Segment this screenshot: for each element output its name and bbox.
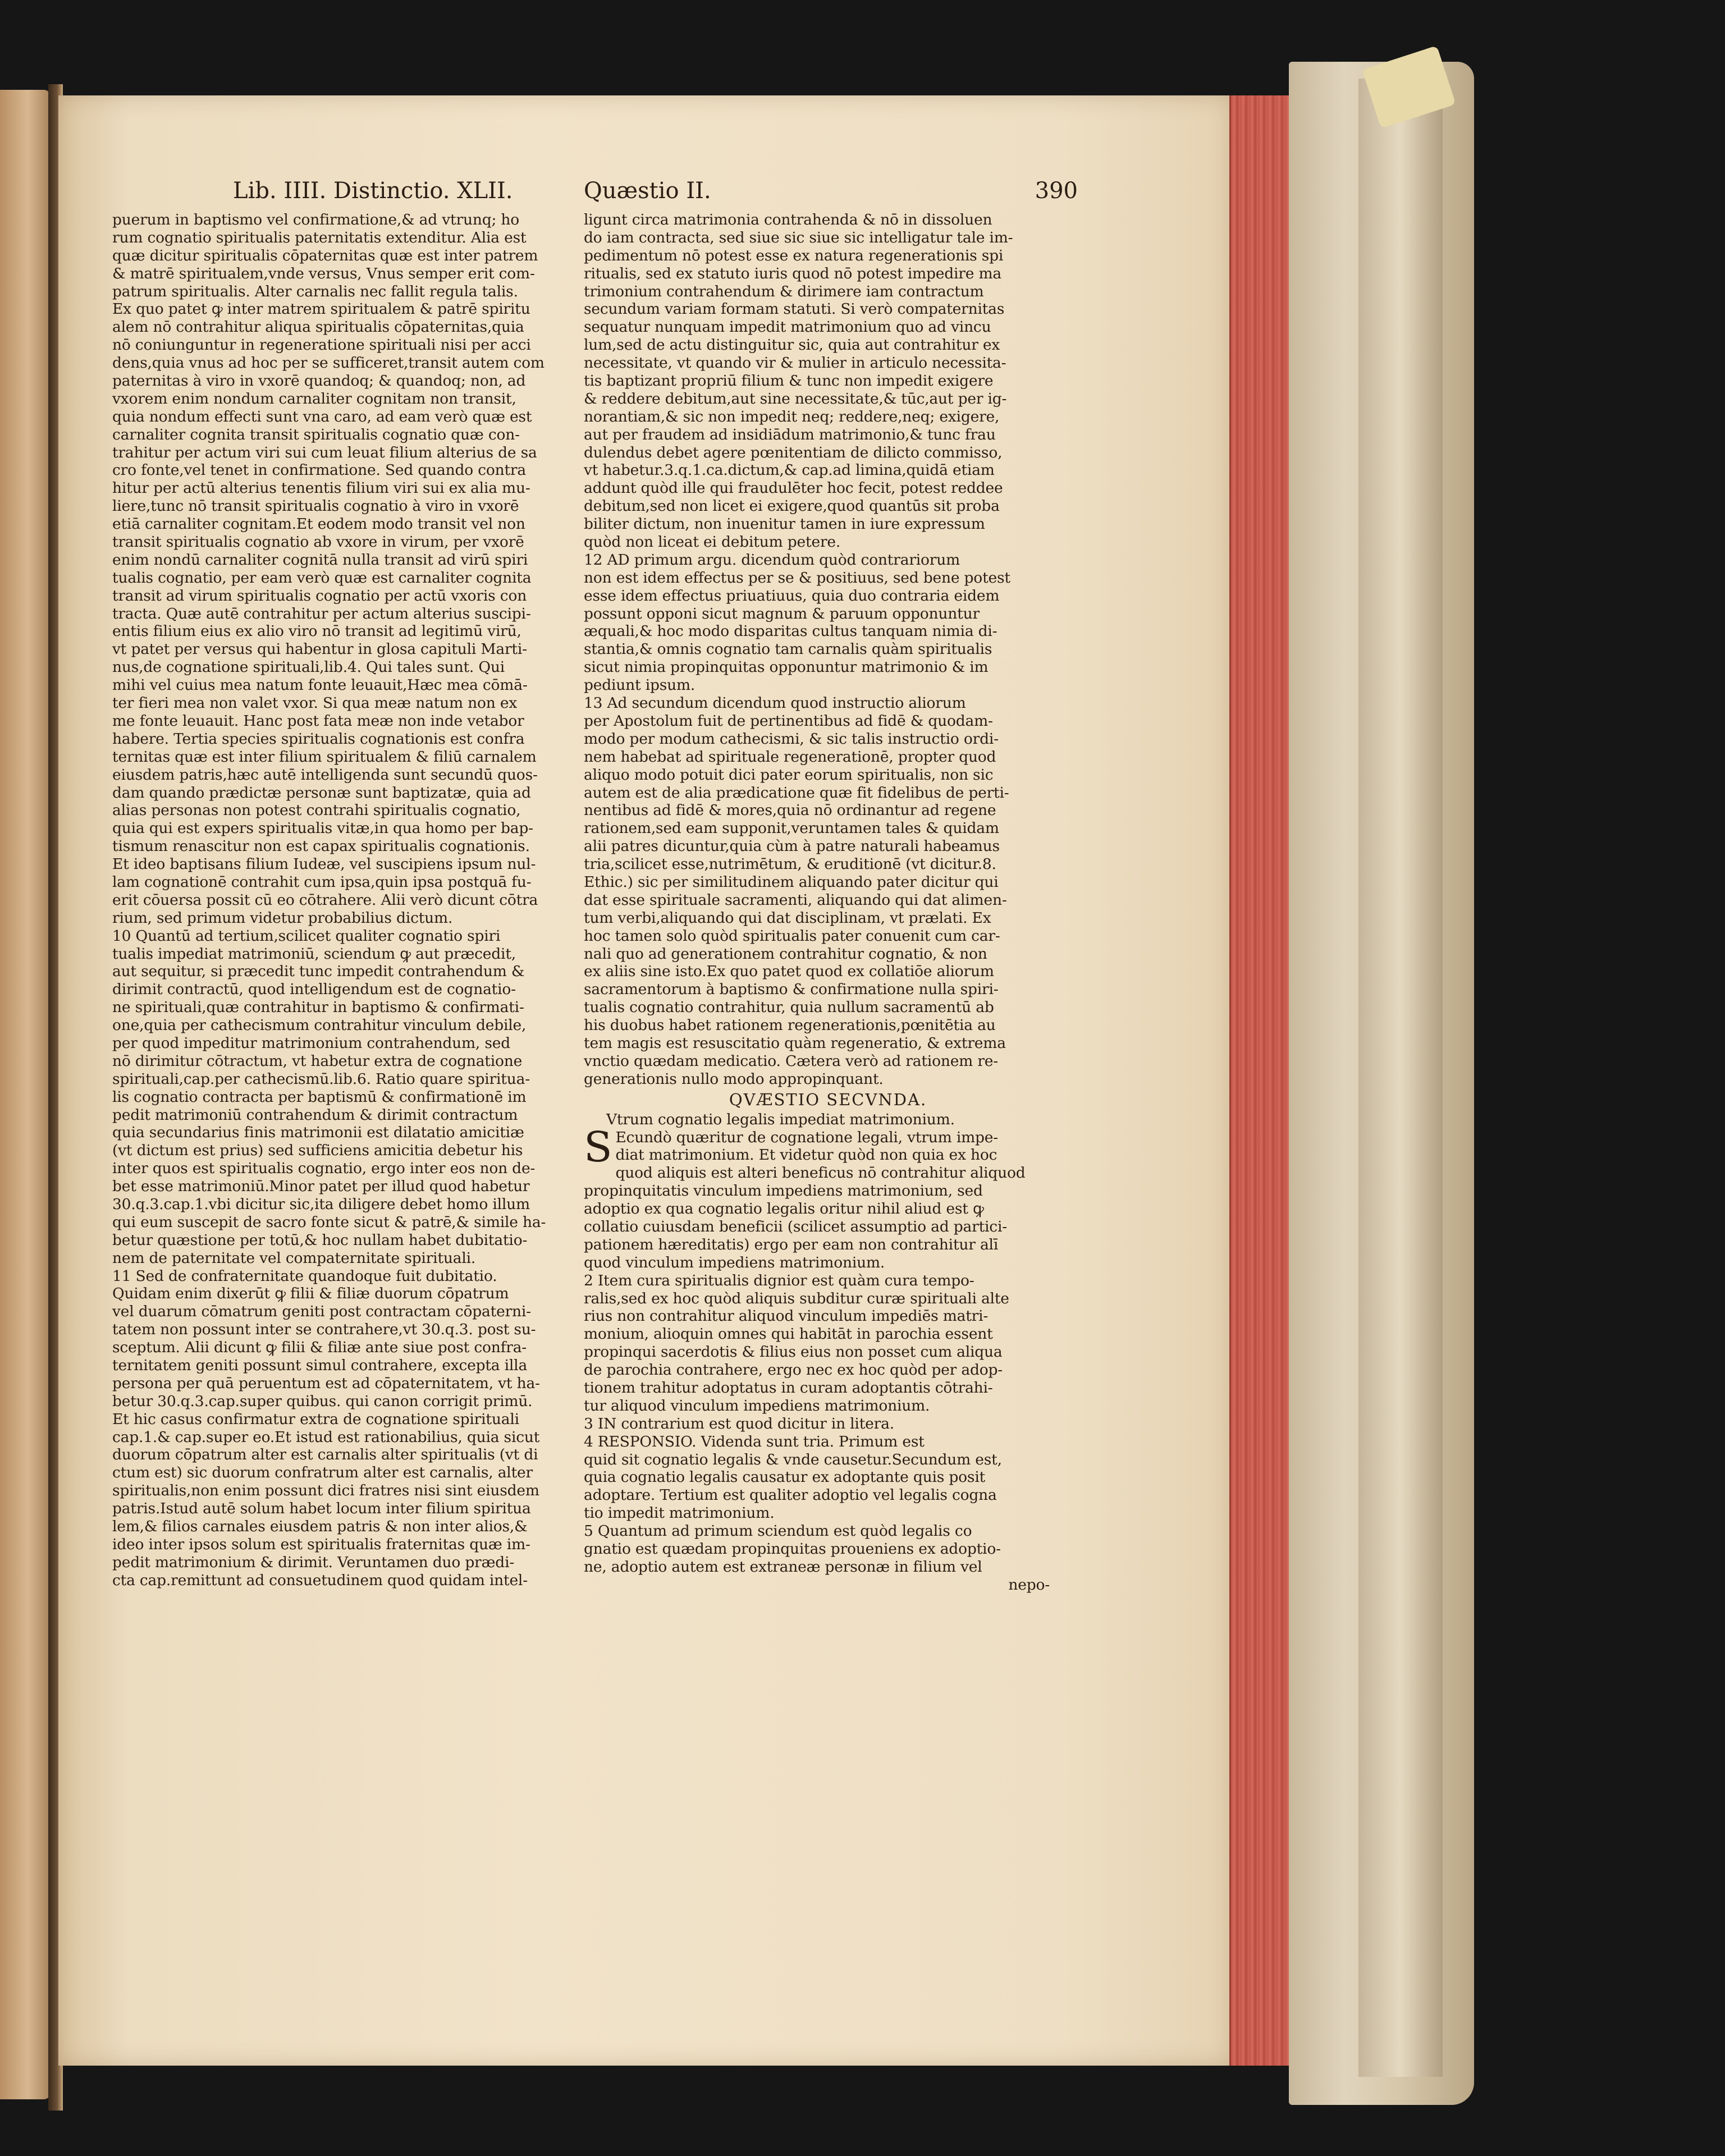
text-line: generationis nullo modo appropinquant. [584,1070,884,1088]
text-line: adoptare. Tertium est qualiter adoptio vel legalis cogna [584,1486,997,1504]
header-question: Quæstio II. [584,178,711,204]
text-line: quod aliquis est alteri beneficus nō contrahitur aliquod [615,1164,1026,1182]
text-line: 10 Quantū ad tertium,scilicet qualiter cognatio spiri [112,927,501,945]
text-line: lum,sed de actu distinguitur sic, quia aut contrahitur ex [584,336,1000,354]
text-line: spirituali,cap.per cathecismū.lib.6. Ratio quare spiritua- [112,1070,530,1088]
text-line: tatem non possunt inter se contrahere,vt 30.q.3. post su- [112,1321,536,1339]
text-line: quia secundarius finis matrimonii est dilatatio amicitiæ [112,1124,524,1142]
text-line: Quidam enim dixerūt ꝙ filii & filiæ duorum cōpatrum [112,1285,509,1303]
text-line: per Apostolum fuit de pertinentibus ad fidē & quodam- [584,712,993,730]
text-line: mihi vel cuius mea natum fonte leuauit,Hæc mea cōmā- [112,676,528,694]
text-line: do iam contracta, sed siue sic siue sic intelligatur tale im- [584,228,1013,246]
text-line: & matrē spiritualem,vnde versus, Vnus semper erit com- [112,264,535,282]
text-line: rium, sed primum videtur probabilius dictum. [112,909,453,927]
text-line: ritualis, sed ex statuto iuris quod nō potest impedire ma [584,264,1002,282]
text-line: non est idem effectus per se & positiuus, sed bene potest [584,569,1010,587]
text-line: paternitas à viro in vxorē quandoq; & quandoq; non, ad [112,372,526,390]
vellum-fold [1358,79,1443,2077]
text-line: transit spiritualis cognatio ab vxore in virum, per vxorē [112,533,524,551]
text-line: lam cognationē contrahit cum ipsa,quin ipsa postquā fu- [112,873,532,891]
text-line: rius non contrahitur aliquod vinculum impediēs matri- [584,1307,989,1325]
text-line: pedimentum nō potest esse ex natura regenerationis spi [584,246,1004,264]
text-line: tio impedit matrimonium. [584,1504,775,1522]
text-line: ralis,sed ex hoc quòd aliquis subditur curæ spirituali alte [584,1289,1009,1307]
right-column-part-1 [584,211,1050,1088]
text-line: possunt opponi sicut magnum & paruum opponuntur [584,605,980,622]
text-line: dam quando prædictæ personæ sunt baptizatæ, quia ad [112,784,531,802]
text-line: puerum in baptismo vel confirmatione,& ad vtrunq; ho [112,211,520,228]
header-book-distinction: Lib. IIII. Distinctio. XLII. [233,178,513,204]
text-line: addunt quòd ille qui fraudulēter hoc fecit, potest reddee [584,479,1003,497]
text-line: nem habebat ad spirituale regenerationē, propter quod [584,748,996,766]
text-line: trahitur per actum viri sui cum leuat filium alterius de sa [112,443,537,461]
text-line: aut sequitur, si præcedit tunc impedit contrahendum & [112,963,525,981]
text-line: 13 Ad secundum dicendum quod instructio aliorum [584,694,966,712]
text-line: æquali,& hoc modo disparitas cultus tanquam nimia di- [584,622,998,640]
text-line: quia qui est expers spiritualis vitæ,in qua homo per bap- [112,820,533,837]
text-line: monium, alioquin omnes qui habitāt in parochia essent [584,1325,993,1343]
text-line: (vt dictum est prius) sed sufficiens amicitia debetur his [112,1142,523,1160]
text-line: persona per quā peruentum est ad cōpaternitatem, vt ha- [112,1374,540,1392]
text-line: spiritualis,non enim possunt dici fratres nisi sint eiusdem [112,1482,539,1500]
text-line: esse idem effectus priuatiuus, quia duo contraria eidem [584,587,1000,605]
text-line: quod vinculum impediens matrimonium. [584,1253,885,1271]
left-column [112,211,556,1590]
text-line: tualis cognatio contrahitur, quia nullum sacramentū ab [584,999,994,1017]
text-line: tualis cognatio, per eam verò quæ est carnaliter cognita [112,569,532,587]
text-line: inter quos est spiritualis cognatio, ergo inter eos non de- [112,1160,536,1178]
text-line: habere. Tertia species spiritualis cognationis est confra [112,730,525,748]
question-body [584,1123,1050,1576]
text-line: hitur per actū alterius tenentis filium viri sui ex alia mu- [112,479,530,497]
text-line: 11 Sed de confraternitate quandoque fuit dubitatio. [112,1267,497,1285]
text-line: pationem hæreditatis) ergo per eam non contrahitur alī [584,1235,999,1253]
text-line: vel duarum cōmatrum geniti post contractam cōpaterni- [112,1303,531,1321]
text-line: tem magis est resuscitatio quàm regeneratio, & extrema [584,1034,1006,1052]
text-line: quæ dicitur spiritualis cōpaternitas quæ est inter patrem [112,246,538,264]
text-line: quia nondum effecti sunt vna caro, ad eam verò quæ est [112,408,532,425]
text-line: tria,scilicet esse,nutrimētum, & eruditionē (vt dicitur.8. [584,855,996,873]
text-line: alii patres dicuntur,quia cùm à patre naturali habeamus [584,837,1000,855]
text-line: enim nondū carnaliter cognitā nulla transit ad virū spiri [112,551,528,569]
text-line: bet esse matrimoniū.Minor patet per illud quod habetur [112,1178,530,1196]
text-line: ideo inter ipsos solum est spiritualis fraternitas quæ im- [112,1535,530,1553]
text-line: alias personas non potest contrahi spiritualis cognatio, [112,802,521,820]
text-line: nali quo ad generationem contrahitur cognatio, & non [584,945,987,963]
text-line: pediunt ipsum. [584,676,696,694]
text-line: ternitas quæ est inter filium spiritualem & filiū carnalem [112,748,537,766]
text-line: Et hic casus confirmatur extra de cognatione spirituali [112,1410,519,1428]
text-line: diat matrimonium. Et videtur quòd non quia ex hoc [615,1146,998,1164]
text-line: Et ideo baptisans filium Iudeæ, vel suscipiens ipsum nul- [112,855,536,873]
text-line: nō dirimitur cōtractum, vt habetur extra de cognatione [112,1052,523,1070]
text-line: ternitatem geniti possunt simul contrahere, excepta illa [112,1357,528,1374]
text-line: trimonium contrahendum & dirimere iam contractum [584,282,984,300]
text-line: 12 AD primum argu. dicendum quòd contrariorum [584,551,960,569]
text-line: stantia,& omnis cognatio tam carnalis quàm spiritualis [584,640,992,658]
text-line: aut per fraudem ad insidiādum matrimonio,& tunc frau [584,425,996,443]
text-line: rum cognatio spiritualis paternitatis extenditur. Alia est [112,228,527,246]
text-line: pedit matrimonium & dirimit. Veruntamen duo prædi- [112,1553,515,1571]
text-line: Ethic.) sic per similitudinem aliquando pater dicitur qui [584,873,999,891]
text-line: tur aliquod vinculum impediens matrimonium. [584,1397,930,1415]
text-line: alem nō contrahitur aliqua spiritualis cōpaternitas,quia [112,318,524,336]
text-line: tum verbi,aliquando qui dat disciplinam, vt prælati. Ex [584,909,991,927]
right-column [584,211,1050,1594]
text-line: quid sit cognatio legalis & vnde causetur.Secundum est, [584,1450,1002,1468]
text-line: 3 IN contrarium est quod dicitur in litera. [584,1415,894,1432]
text-line: secundum variam formam statuti. Si verò compaternitas [584,300,1005,318]
text-line: ctum est) sic duorum confratrum alter est carnalis, alter [112,1464,533,1482]
text-line: transit ad virum spiritualis cognatio per actū vxoris con [112,587,527,605]
text-line: cro fonte,vel tenet in confirmatione. Sed quando contra [112,461,527,479]
page-number: 390 [1035,178,1078,204]
red-page-edges [1229,95,1293,2066]
text-line: norantiam,& sic non impedit neq; reddere,neq; exigere, [584,408,1000,425]
text-line: tualis impediat matrimoniū, sciendum ꝙ aut præcedit, [112,945,516,963]
text-line: vt patet per versus qui habentur in glosa capituli Marti- [112,640,527,658]
text-line: ligunt circa matrimonia contrahenda & nō in dissoluen [584,211,992,228]
text-line: sequatur nunquam impedit matrimonium quo ad vincu [584,318,991,336]
text-line: quia cognatio legalis causatur ex adoptante quis posit [584,1468,986,1486]
running-header [112,174,1078,208]
text-line: quòd non liceat ei debitum petere. [584,533,841,551]
text-line: biliter dictum, non inuenitur tamen in iure expressum [584,515,985,533]
text-line: dirimit contractū, quod intelligendum est de cognatio- [112,981,516,999]
text-line: nentibus ad fidē & mores,quia nō ordinantur ad regene [584,802,996,820]
text-line: betur quæstione per totū,& hoc nullam habet dubitatio- [112,1231,528,1249]
text-line: autem est de alia prædicatione quæ fit fidelibus de perti- [584,784,1009,802]
text-line: 2 Item cura spiritualis dignior est quàm cura tempo- [584,1271,974,1289]
text-line: me fonte leuauit. Hanc post fata meæ non inde vetabor [112,712,524,730]
text-line: tis baptizant propriū filium & tunc non impedit exigere [584,372,994,390]
text-line: & reddere debitum,aut sine necessitate,& tūc,aut per ig- [584,390,1007,408]
text-line: tionem trahitur adoptatus in curam adoptantis cōtrahi- [584,1379,993,1397]
text-line: 30.q.3.cap.1.vbi dicitur sic,ita diligere debet homo illum [112,1195,530,1213]
text-line: patris.Istud autē solum habet locum inter filium spiritua [112,1500,531,1518]
text-line: entis filium eius ex alio viro nō transit ad legitimū virū, [112,622,521,640]
text-line: dens,quia vnus ad hoc per se sufficeret,transit autem com [112,354,545,372]
text-line: adoptio ex qua cognatio legalis oritur nihil aliud est ꝙ [584,1200,984,1218]
text-line: hoc tamen solo quòd spiritualis pater conuenit cum car- [584,927,1000,945]
text-line: gnatio est quædam propinquitas proueniens ex adoptio- [584,1540,1001,1558]
text-line: sacramentorum à baptismo & confirmatione nulla spiri- [584,981,999,999]
text-line: nō coniunguntur in regeneratione spirituali nisi per acci [112,336,531,354]
text-line: duorum cōpatrum alter est carnalis alter spiritualis (vt di [112,1446,538,1464]
text-line: dat esse spirituale sacramenti, aliquando qui dat alimen- [584,891,1007,909]
question-title: QVÆSTIO SECVNDA. [729,1090,927,1109]
text-line: rationem,sed eam supponit,veruntamen tales & quidam [584,820,999,837]
drop-cap: S [584,1123,612,1171]
text-line: sceptum. Alii dicunt ꝙ filii & filiæ ante siue post confra- [112,1339,527,1357]
text-line: etiā carnaliter cognitam.Et eodem modo transit vel non [112,515,525,533]
text-line: patrum spiritualis. Alter carnalis nec fallit regula talis. [112,282,518,300]
text-line: vt habetur.3.q.1.ca.dictum,& cap.ad limina,quidā etiam [584,461,995,479]
text-line: pedit matrimoniū contrahendum & dirimit contractum [112,1106,518,1124]
text-line: ne, adoptio autem est extraneæ personæ in filium vel [584,1558,982,1576]
question-subtitle: Vtrum cognatio legalis impediat matrimonium. [606,1110,955,1128]
text-line: Ex quo patet ꝙ inter matrem spiritualem & patrē spiritu [112,300,530,318]
text-line: erit cōuersa possit cū eo cōtrahere. Alii verò dicunt cōtra [112,891,538,909]
text-line: Ecundò quæritur de cognatione legali, vtrum impe- [615,1128,999,1146]
text-line: tismum renascitur non est capax spiritualis cognationis. [112,837,530,855]
text-line: eiusdem patris,hæc autē intelligenda sunt secundū quos- [112,766,538,784]
text-line: aliquo modo potuit dici pater eorum spiritualis, non sic [584,766,994,784]
text-line: lem,& filios carnales eiusdem patris & non inter alios,& [112,1518,528,1536]
text-line: betur 30.q.3.cap.super quibus. qui canon corrigit primū. [112,1392,533,1410]
text-line: vnctio quædam medicatio. Cætera verò ad rationem re- [584,1052,999,1070]
text-line: cta cap.remittunt ad consuetudinem quod quidam intel- [112,1571,528,1589]
text-line: tracta. Quæ autē contrahitur per actum alterius suscipi- [112,605,531,622]
text-line: propinqui sacerdotis & filius eius non posset cum aliqua [584,1343,1003,1361]
text-line: liere,tunc nō transit spiritualis cognatio à viro in vxorē [112,497,519,515]
text-line: sicut nimia propinquitas opponuntur matrimonio & im [584,658,989,676]
text-line: ter fieri mea non valet vxor. Si qua meæ natum non ex [112,694,518,712]
text-line: ex aliis sine isto.Ex quo patet quod ex collatiōe aliorum [584,963,994,981]
catchword: nepo- [1008,1576,1050,1594]
text-line: 5 Quantum ad primum sciendum est quòd legalis co [584,1522,972,1540]
text-line: qui eum suscepit de sacro fonte sicut & patrē,& simile ha- [112,1213,546,1231]
text-line: 4 RESPONSIO. Videnda sunt tria. Primum est [584,1432,925,1450]
text-line: propinquitatis vinculum impediens matrimonium, sed [584,1182,983,1200]
text-line: per quod impeditur matrimonium contrahendum, sed [112,1034,511,1052]
text-line: carnaliter cognita transit spiritualis cognatio quæ con- [112,425,520,443]
text-line: ne spirituali,quæ contrahitur in baptismo & confirmati- [112,999,524,1017]
text-line: necessitate, vt quando vir & mulier in articulo necessita- [584,354,1006,372]
text-line: dulendus debet agere pœnitentiam de dilicto commisso, [584,443,1003,461]
text-line: modo per modum cathecismi, & sic talis instructio ordi- [584,730,999,748]
text-line: nem de paternitate vel compaternitate spirituali. [112,1249,476,1267]
text-line: de parochia contrahere, ergo nec ex hoc quòd per adop- [584,1361,1003,1379]
text-line: collatio cuiusdam beneficii (scilicet assumptio ad partici- [584,1217,1007,1235]
facing-page-edge [0,90,51,2099]
text-line: debitum,sed non licet ei exigere,quod quantūs sit proba [584,497,1000,515]
text-line: nus,de cognatione spirituali,lib.4. Qui tales sunt. Qui [112,658,505,676]
text-line: his duobus habet rationem regenerationis,pœnitētia au [584,1017,996,1034]
text-line: cap.1.& cap.super eo.Et istud est rationabilius, quia sicut [112,1428,540,1446]
text-line: vxorem enim nondum carnaliter cognitam non transit, [112,390,516,408]
text-line: one,quia per cathecismum contrahitur vinculum debile, [112,1017,527,1034]
text-line: lis cognatio contracta per baptismū & confirmationē im [112,1088,527,1106]
